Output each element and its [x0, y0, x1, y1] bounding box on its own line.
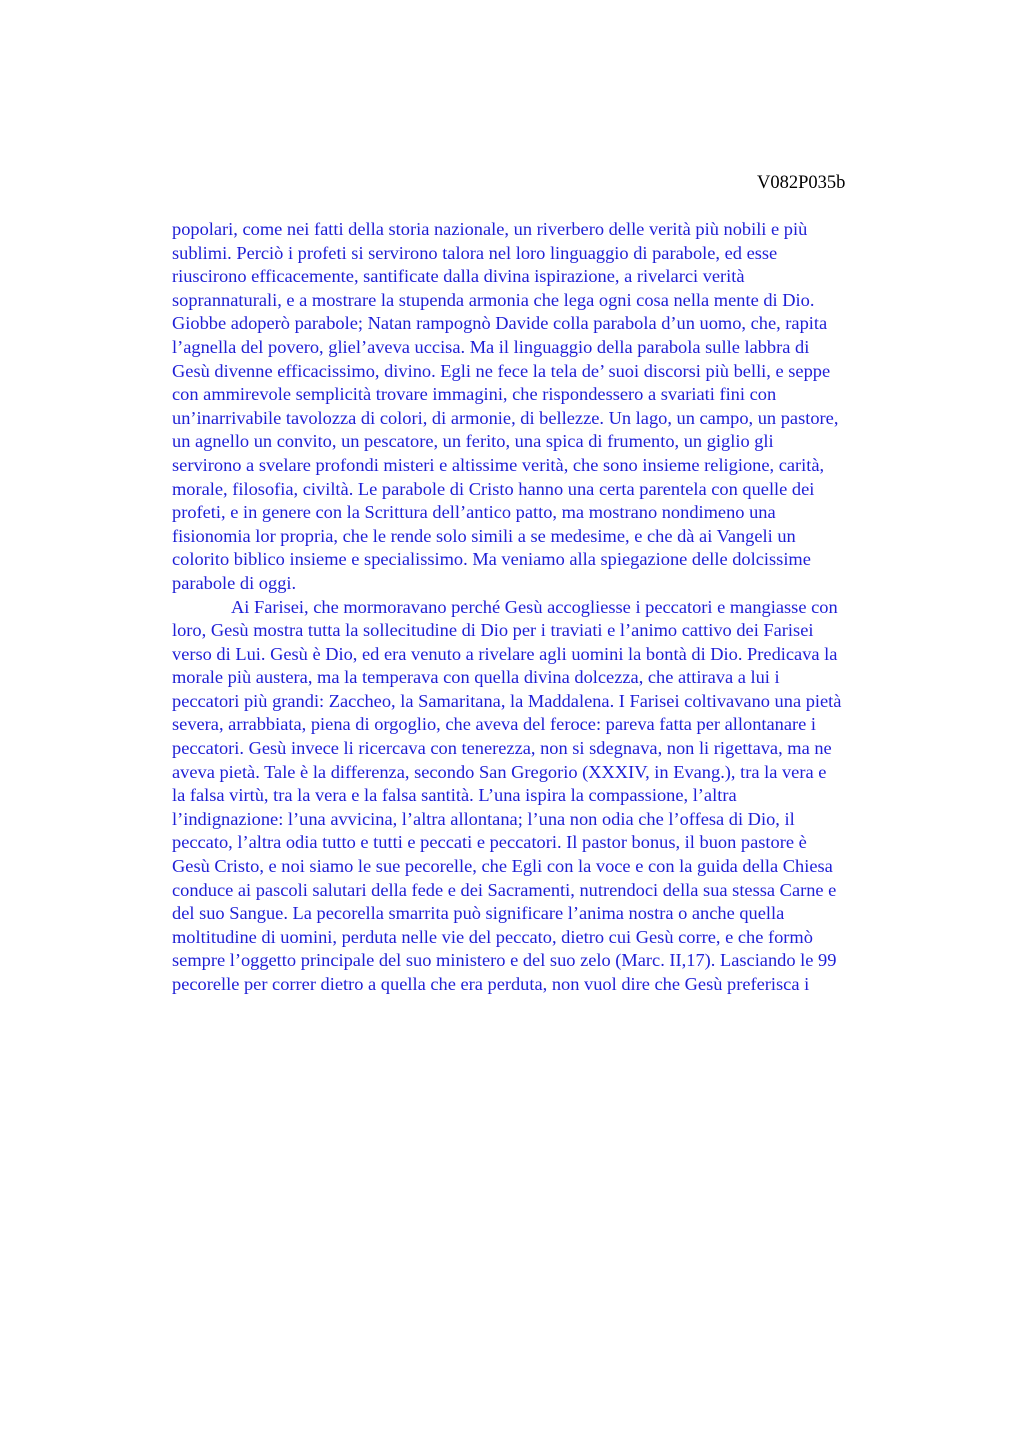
text-line: Giobbe adoperò parabole; Natan rampognò Davide colla parabola d’un uomo, che, rapita: [172, 313, 828, 334]
text-line: popolari, come nei fatti della storia nazionale, un riverbero delle verità più nobili e più: [172, 219, 808, 239]
text-line: peccatori. Gesù invece li ricercava con tenerezza, non si sdegnava, non li rigettava, ma ne: [172, 738, 832, 759]
text-line: loro, Gesù mostra tutta la sollecitudine di Dio per i traviati e l’animo cattivo dei Farisei: [172, 620, 814, 641]
text-line: fisionomia lor propria, che le rende solo simili a se medesime, e che dà ai Vangeli un: [172, 525, 796, 546]
paragraph-2: [172, 596, 932, 997]
text-line: con ammirevole semplicità trovare immagini, che rispondessero a svariati fini con: [172, 384, 777, 405]
text-line: un agnello un convito, un pescatore, un ferito, una spica di frumento, un giglio gli: [172, 431, 774, 452]
text-line: sempre l’oggetto principale del suo ministero e del suo zelo (Marc. II,17). Lasciando le 99: [172, 950, 837, 971]
text-line: morale più austera, ma la temperava con quella divina dolcezza, che attirava a lui i: [172, 667, 780, 688]
text-line: pecorelle per correr dietro a quella che era perduta, non vuol dire che Gesù preferisca i: [172, 974, 810, 994]
text-line: riuscirono efficacemente, santificate dalla divina ispirazione, a rivelarci verità: [172, 266, 745, 287]
text-line: aveva pietà. Tale è la differenza, secondo San Gregorio (XXXIV, in Evang.), tra la vera e: [172, 761, 827, 782]
text-line: moltitudine di uomini, perduta nelle vie del peccato, dietro cui Gesù corre, e che formò: [172, 926, 813, 947]
page-code: V082P035b: [757, 173, 846, 193]
text-line: peccato, l’altra odia tutto e tutti e peccati e peccatori. Il pastor bonus, il buon pastore è: [172, 832, 807, 853]
text-line: sublimi. Perciò i profeti si servirono talora nel loro linguaggio di parabole, ed esse: [172, 242, 778, 263]
text-line: morale, filosofia, civiltà. Le parabole di Cristo hanno una certa parentela con quelle dei: [172, 478, 815, 499]
text-line: servirono a svelare profondi misteri e altissime verità, che sono insieme religione, carità,: [172, 454, 825, 475]
text-line: del suo Sangue. La pecorella smarrita può significare l’anima nostra o anche quella: [172, 903, 785, 924]
text-line: Gesù Cristo, e noi siamo le sue pecorelle, che Egli con la voce e con la guida della Chiesa: [172, 856, 833, 877]
text-line: parabole di oggi.: [172, 572, 297, 593]
text-line: colorito biblico insieme e specialissimo. Ma veniamo alla spiegazione delle dolcissime: [172, 549, 811, 570]
text-line: Ai Farisei, che mormoravano perché Gesù accogliesse i peccatori e mangiasse con: [231, 596, 838, 617]
text-line: un’inarrivabile tavolozza di colori, di armonie, di bellezze. Un lago, un campo, un pastore,: [172, 407, 839, 428]
text-line: severa, arrabbiata, piena di orgoglio, che aveva del feroce: pareva fatta per allontanare i: [172, 714, 817, 735]
text-line: profeti, e in genere con la Scrittura dell’antico patto, ma mostrano nondimeno una: [172, 502, 776, 523]
text-line: soprannaturali, e a mostrare la stupenda armonia che lega ogni cosa nella mente di Dio.: [172, 289, 815, 310]
paragraph-1: [172, 218, 932, 596]
text-line: conduce ai pascoli salutari della fede e dei Sacramenti, nutrendoci della sua stessa Carne e: [172, 879, 837, 900]
text-line: verso di Lui. Gesù è Dio, ed era venuto a rivelare agli uomini la bontà di Dio. Predicava la: [172, 643, 838, 664]
text-line: l’indignazione: l’una avvicina, l’altra allontana; l’una non odia che l’offesa di Dio, il: [172, 808, 795, 829]
text-line: Gesù divenne efficacissimo, divino. Egli ne fece la tela de’ suoi discorsi più belli, e seppe: [172, 360, 831, 381]
text-line: l’agnella del povero, gliel’aveva uccisa. Ma il linguaggio della parabola sulle labbra di: [172, 336, 810, 357]
text-line: la falsa virtù, tra la vera e la falsa santità. L’una ispira la compassione, l’altra: [172, 785, 737, 806]
document-body: [172, 218, 932, 997]
text-line: peccatori più grandi: Zaccheo, la Samaritana, la Maddalena. I Farisei coltivavano una pietà: [172, 690, 842, 711]
